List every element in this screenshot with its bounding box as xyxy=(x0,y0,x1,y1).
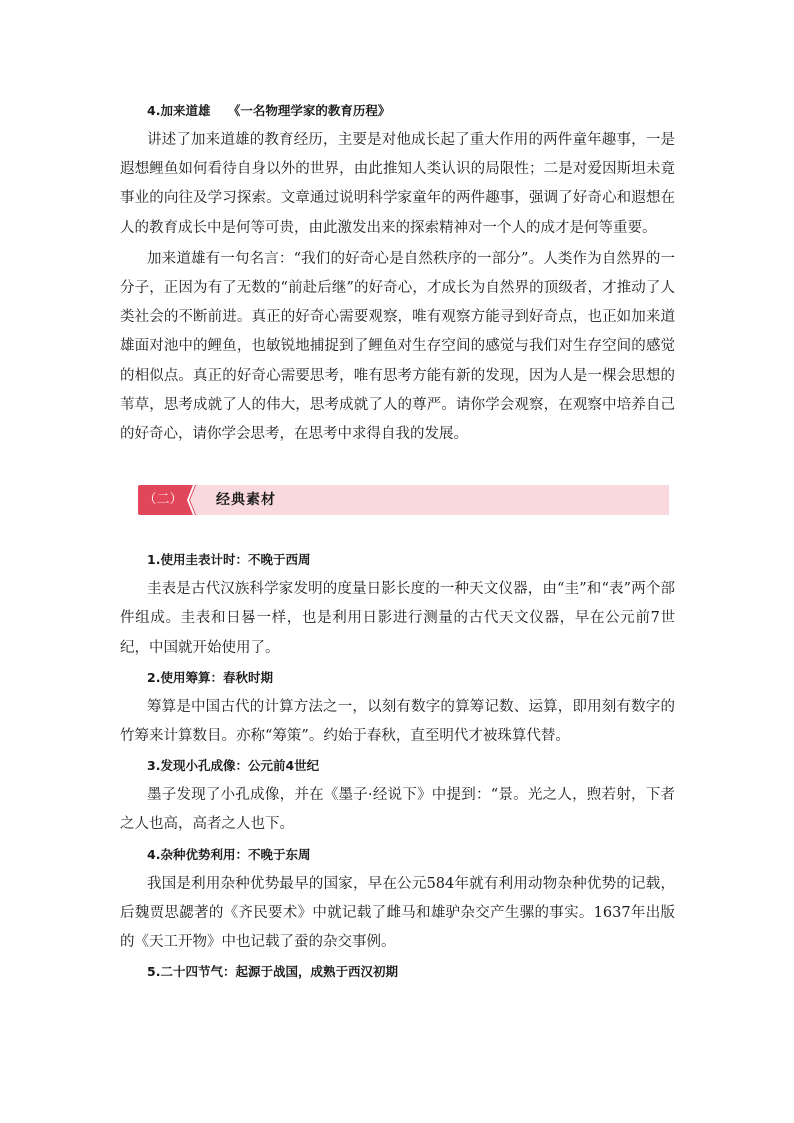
item-text-2: 筹算是中国古代的计算方法之一，以刻有数字的算筹记数、运算，即用刻有数字的竹筹来计算数目。亦称“筹策”。约始于春秋，直至明代才被珠算代替。 xyxy=(120,698,675,745)
item-text-4: 我国是利用杂种优势最早的国家，早在公元584年就有利用动物杂种优势的记载，后魏贾思勰著的《齐民要术》中就记载了雌马和雄驴杂交产生骡的事实。1637年出版的《天工开物》中也记载了蚕的杂交事例。 xyxy=(120,875,675,951)
item-heading-2: 2.使用筹算：春秋时期 xyxy=(147,669,273,685)
item-heading-5: 5.二十四节气：起源于战国，成熟于西汉初期 xyxy=(147,964,398,980)
item-text-1: 圭表是古代汉族科学家发明的度量日影长度的一种天文仪器，由“圭”和“表”两个部件组成。圭表和日晷一样，也是利用日影进行测量的古代天文仪器，早在公元前7世纪，中国就开始使用了。 xyxy=(120,581,675,656)
section-header xyxy=(138,485,669,515)
item-heading-kaku: 4.加来道雄 《一名物理学家的教育历程》 xyxy=(147,103,391,118)
item-heading-3: 3.发现小孔成像：公元前4世纪 xyxy=(147,758,320,774)
section-number-tab: （二） xyxy=(138,485,188,515)
section-chevron-icon xyxy=(186,485,196,515)
item-heading-1: 1.使用圭表计时：不晚于西周 xyxy=(147,552,311,568)
paragraph-kaku-quote: 加来道雄有一句名言：“我们的好奇心是自然秩序的一部分”。人类作为自然界的一分子，正因为有了无数的“前赴后继”的好奇心，才成长为自然界的顶级者，才推动了人类社会的不断前进。真正的好奇心需要观察，唯有观察方能寻到好奇点，也正如加来道雄面对池中的鲤鱼，也敏锐地捕捉到了鲤鱼对生存空间的感觉与我们对生存空间的感觉的相似点。真正的好奇心需要思考，唯有思考方能有新的发现，因为人是一棵会思想的苇草，思考成就了人的伟大，思考成就了人的尊严。请你学会观察，在观察中培养自己的好奇心，请你学会思考，在思考中求得自我的发展。 xyxy=(120,250,675,443)
paragraph-kaku-summary: 讲述了加来道雄的教育经历，主要是对他成长起了重大作用的两件童年趣事，一是遐想鲤鱼如何看待自身以外的世界，由此推知人类认识的局限性；二是对爱因斯坦未竟事业的向往及学习探索。文章通过说明科学家童年的两件趣事，强调了好奇心和遐想在人的教育成长中是何等可贵，由此激发出来的探索精神对一个人的成才是何等重要。 xyxy=(120,132,675,236)
item-text-3: 墨子发现了小孔成像，并在《墨子·经说下》中提到：“景。光之人，煦若射，下者之人也高，高者之人也下。 xyxy=(120,787,675,833)
page-content xyxy=(120,96,675,987)
section-title: 经典素材 xyxy=(216,492,276,509)
item-heading-4: 4.杂种优势利用：不晚于东周 xyxy=(147,846,311,862)
